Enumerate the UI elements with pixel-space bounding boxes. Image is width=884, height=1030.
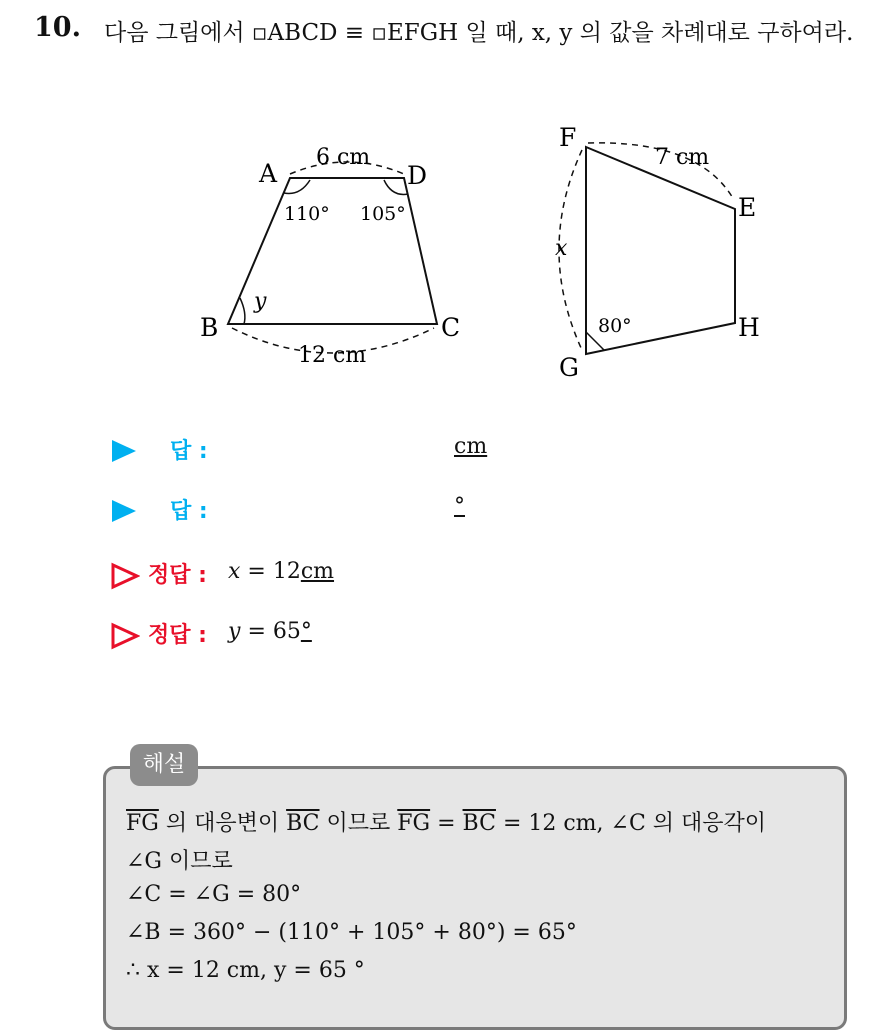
correct-unit: °	[300, 619, 312, 644]
explanation-line-1	[126, 806, 766, 837]
angle-a-value: 110°	[284, 203, 330, 225]
correct-number: = 65	[247, 619, 301, 644]
answer-label: 답 :	[170, 499, 208, 524]
correct-row-2	[110, 618, 510, 654]
segment-fg: $\overline{FG}$	[397, 811, 431, 836]
explanation-line-3: ∠C = ∠G = 80°	[126, 882, 302, 907]
length-fe: 7 cm	[655, 145, 710, 170]
label-f: F	[559, 123, 577, 152]
explanation-tab: 해설	[130, 744, 198, 786]
answer-row-2[interactable]	[110, 494, 530, 530]
angle-g-value: 80°	[598, 315, 632, 337]
play-arrow-icon	[110, 438, 138, 464]
correct-row-1	[110, 558, 510, 594]
length-ad: 6 cm	[316, 145, 371, 170]
correct-number: = 12	[247, 559, 301, 584]
correct-label: 정답 :	[148, 623, 207, 648]
length-bc: 12 cm	[298, 343, 367, 368]
label-b: B	[200, 313, 219, 342]
answer-row-1[interactable]	[110, 434, 530, 470]
question-text: 다음 그림에서 ▫ABCD ≡ ▫EFGH 일 때, x, y 의 값을 차례대로 구하여라.	[104, 20, 854, 46]
segment-bc: $\overline{BC}$	[462, 811, 496, 836]
label-g: G	[559, 353, 579, 382]
correct-value	[228, 559, 334, 584]
explanation-line-2: ∠G 이므로	[126, 849, 233, 874]
text-fragment: =	[430, 811, 463, 836]
segment-bc: $\overline{BC}$	[286, 811, 320, 836]
label-e: E	[738, 193, 757, 222]
segment-fg: $\overline{FG}$	[126, 811, 159, 836]
label-a: A	[259, 159, 278, 188]
question-number: 10.	[34, 12, 81, 43]
label-d: D	[407, 161, 428, 190]
angle-b-var: y	[254, 289, 267, 314]
outline-arrow-icon	[110, 622, 140, 650]
answer-unit: °	[454, 494, 465, 519]
text-fragment: 의 대응변이	[158, 811, 287, 836]
correct-var: x	[228, 559, 241, 584]
correct-value	[228, 619, 312, 644]
text-fragment: 이므로	[319, 811, 398, 836]
explanation-line-4: ∠B = 360° − (110° + 105° + 80°) = 65°	[126, 920, 577, 945]
correct-label: 정답 :	[148, 563, 207, 588]
label-c: C	[441, 313, 461, 342]
text-fragment: = 12 cm, ∠C 의 대응각이	[495, 811, 767, 836]
correct-var: y	[228, 619, 241, 644]
angle-arc-b	[240, 298, 245, 324]
play-arrow-icon	[110, 498, 138, 524]
figure	[0, 0, 884, 400]
outline-arrow-icon	[110, 562, 140, 590]
angle-d-value: 105°	[360, 203, 406, 225]
answer-label: 답 :	[170, 439, 208, 464]
side-var-x: x	[555, 236, 568, 261]
explanation-line-5: ∴ x = 12 cm, y = 65 °	[126, 958, 365, 983]
answer-unit: cm	[454, 434, 488, 459]
correct-unit: cm	[300, 559, 335, 584]
label-h: H	[738, 313, 760, 342]
